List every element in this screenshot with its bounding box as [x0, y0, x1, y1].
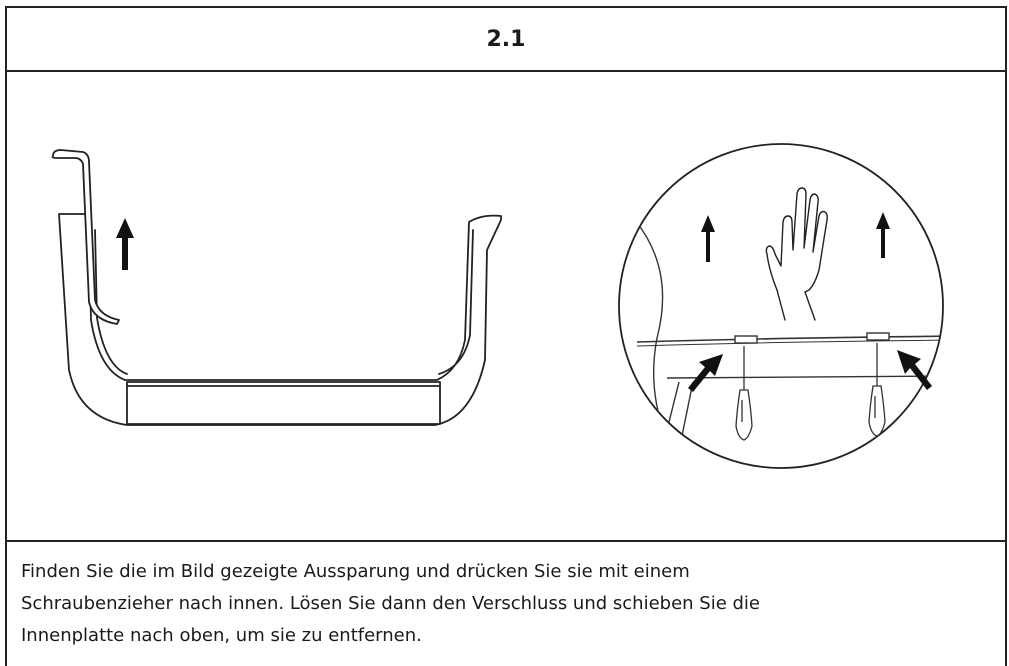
lower-right-edge	[927, 376, 952, 450]
arrow-up-icon	[116, 218, 134, 270]
illustration-area	[7, 70, 1005, 542]
step-number: 2.1	[486, 26, 526, 52]
inner-plate	[53, 150, 120, 324]
clip-tab-left	[735, 336, 757, 343]
instruction-line-2: Schraubenzieher nach innen. Lösen Sie dann den Verschluss und schieben Sie die	[21, 593, 761, 614]
instruction-line-3: Innenplatte nach oben, um sie zu entfernen.	[21, 625, 422, 646]
assembly-illustration	[7, 70, 1005, 540]
instruction-panel	[5, 6, 1007, 666]
bottom-plate	[127, 382, 440, 424]
magnified-detail	[619, 144, 957, 470]
instruction-line-1: Finden Sie die im Bild gezeigte Aussparung und drücken Sie sie mit einem	[21, 561, 690, 582]
tub-cross-section	[53, 150, 502, 425]
step-header	[7, 8, 1005, 72]
instruction-text	[21, 556, 985, 652]
clip-tab-right	[867, 333, 889, 340]
